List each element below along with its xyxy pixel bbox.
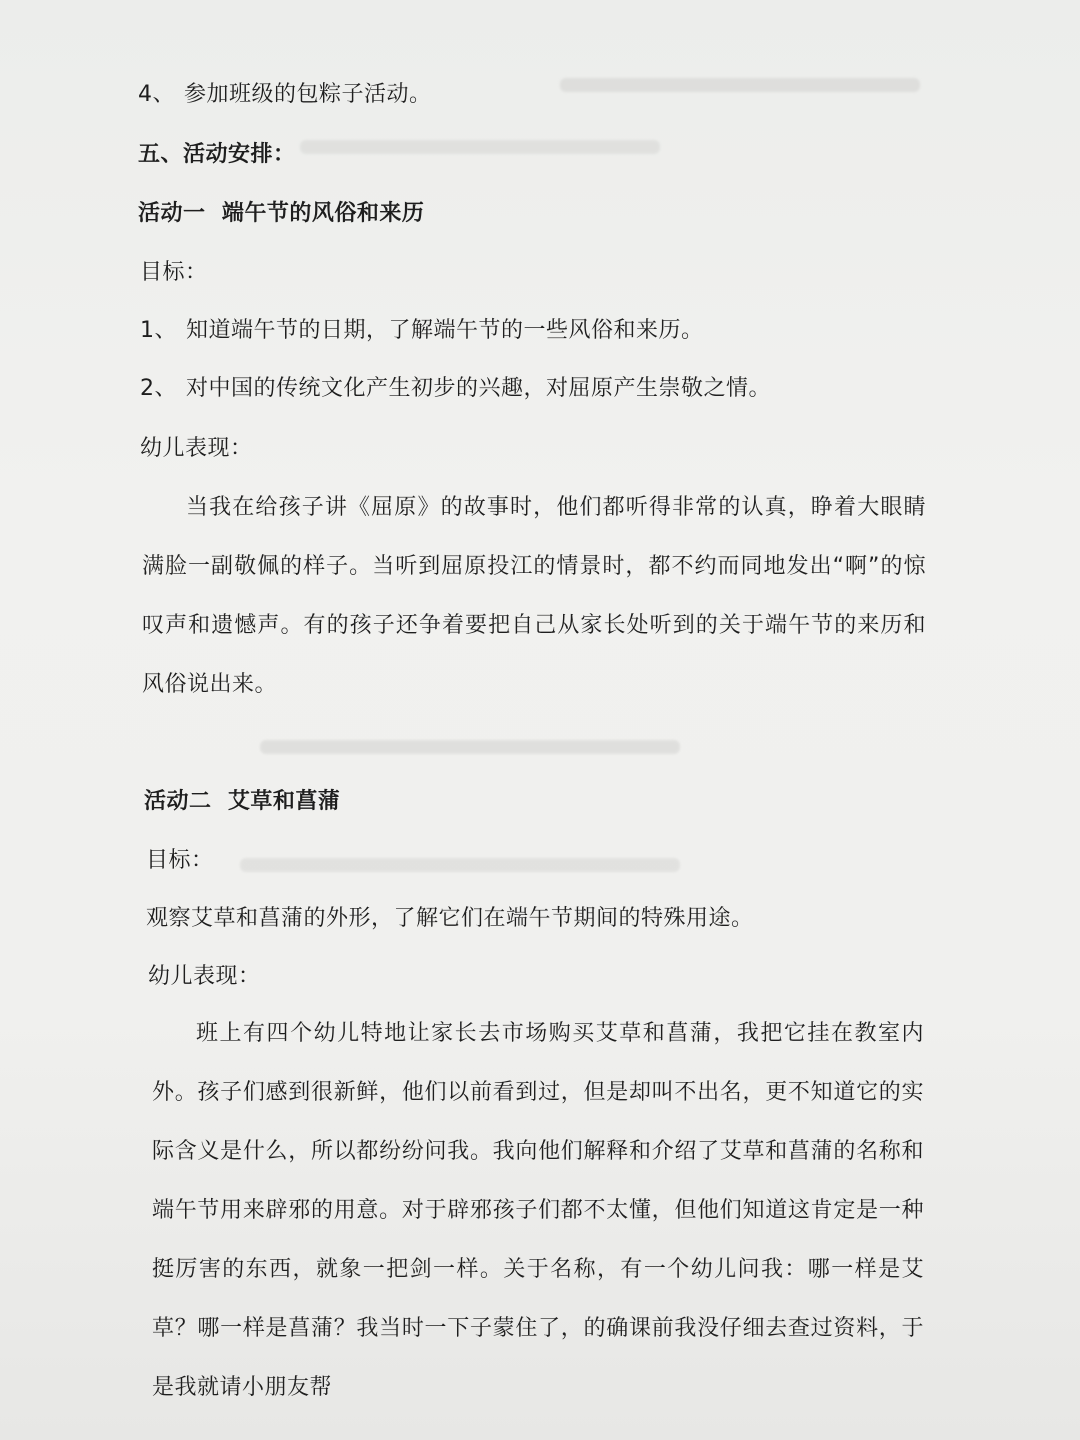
- list-item: [138, 80, 432, 110]
- goal-label: 目标：: [146, 848, 214, 873]
- goal-item: [140, 374, 771, 404]
- reverse-side-bleed: [240, 858, 680, 872]
- list-text: 参加班级的包粽子活动。: [184, 82, 432, 107]
- reverse-side-bleed: [300, 140, 660, 154]
- performance-paragraph: 当我在给孩子讲《屈原》的故事时，他们都听得非常的认真，睁着大眼睛满脸一副敬佩的样子。当听到屈原投江的情景时，都不约而同地发出“啊”的惊叹声和遗憾声。有的孩子还争着要把自己从家长处听到的关于端午节的来历和风俗说出来。: [142, 495, 926, 697]
- goal-text: 对中国的传统文化产生初步的兴趣，对屈原产生崇敬之情。: [186, 376, 772, 401]
- goal-item: [140, 316, 704, 346]
- reverse-side-bleed: [260, 740, 680, 754]
- list-number: 4、: [138, 82, 175, 107]
- reverse-side-bleed: [560, 78, 920, 92]
- goal-label: 目标：: [140, 260, 208, 285]
- performance-label: 幼儿表现：: [140, 436, 253, 461]
- activity-title: 活动二 艾草和菖蒲: [144, 789, 341, 814]
- performance-label: 幼儿表现：: [148, 964, 261, 989]
- performance-paragraph: 班上有四个幼儿特地让家长去市场购买艾草和菖蒲，我把它挂在教室内外。孩子们感到很新鲜，他们以前看到过，但是却叫不出名，更不知道它的实际含义是什么，所以都纷纷问我。我向他们解释和介绍了艾草和菖蒲的名称和端午节用来辟邪的用意。对于辟邪孩子们都不太懂，但他们知道这肯定是一种挺厉害的东西，就象一把剑一样。关于名称，有一个幼儿问我：哪一样是艾草？哪一样是菖蒲？我当时一下子蒙住了，的确课前我没仔细去查过资料，于是我就请小朋友帮: [152, 1021, 924, 1400]
- goal-number: 1、: [140, 318, 177, 343]
- section-title: 五、活动安排：: [138, 142, 296, 167]
- goal-number: 2、: [140, 376, 177, 401]
- activity-title: 活动一 端午节的风俗和来历: [138, 201, 425, 226]
- goal-text: 知道端午节的日期，了解端午节的一些风俗和来历。: [186, 318, 704, 343]
- goal-text: 观察艾草和菖蒲的外形，了解它们在端午节期间的特殊用途。: [146, 906, 754, 931]
